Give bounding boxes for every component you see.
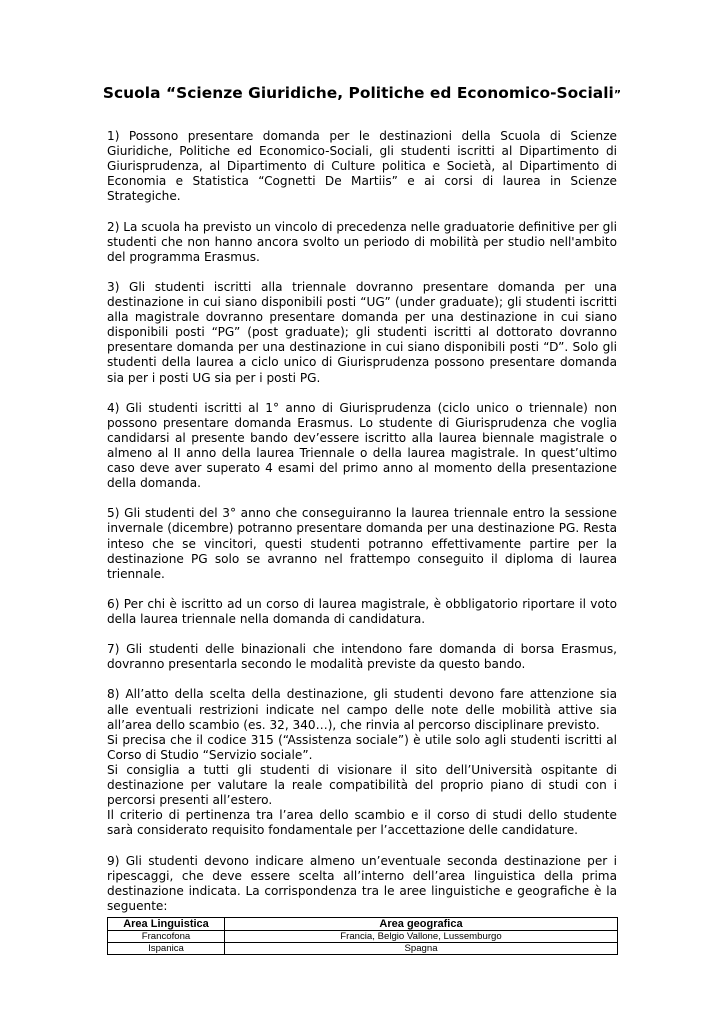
document-body — [107, 129, 617, 955]
table-row — [108, 930, 618, 942]
table-header-geographic-area: Area geografica — [225, 917, 618, 930]
table-cell-linguistic: Francofona — [108, 930, 225, 942]
table-cell-geographic: Francia, Belgio Vallone, Lussemburgo — [225, 930, 618, 942]
table-row — [108, 942, 618, 954]
paragraph-8a: 8) All’atto della scelta della destinazione, gli studenti devono fare attenzione sia alle eventuali restrizioni indicate nel campo delle note delle mobilità attive sia all’area dello scambio (es. 32, 340…), che rinvia al percorso disciplinare previsto. — [107, 687, 617, 732]
paragraph-8d: Il criterio di pertinenza tra l’area dello scambio e il corso di studi dello studente sarà considerato requisito fondamentale per l’accettazione delle candidature. — [107, 808, 617, 838]
language-area-table — [107, 917, 618, 955]
table-header-linguistic-area: Area Linguistica — [108, 917, 225, 930]
paragraph-4: 4) Gli studenti iscritti al 1° anno di Giurisprudenza (ciclo unico o triennale) non possono presentare domanda Erasmus. Lo studente di Giurisprudenza che voglia candidarsi al presente bando dev’essere iscritto alla laurea biennale magistrale o almeno al II anno della laurea Triennale o della laurea magistrale. In quest’ultimo caso deve aver superato 4 esami del primo anno al momento della presentazione della domanda. — [107, 400, 617, 491]
paragraph-3: 3) Gli studenti iscritti alla triennale dovranno presentare domanda per una destinazione in cui siano disponibili posti “UG” (under graduate); gli studenti iscritti alla magistrale dovranno presentare domanda per una destinazione in cui siano disponibili posti “PG” (post graduate); gli studenti iscritti al dottorato dovranno presentare domanda per una destinazione in cui siano disponibili posti “D”. Solo gli studenti della laurea a ciclo unico di Giurisprudenza possono presentare domanda sia per i posti UG sia per i posti PG. — [107, 279, 617, 385]
paragraph-8b: Si precisa che il codice 315 (“Assistenza sociale”) è utile solo agli studenti iscritti al Corso di Studio “Servizio sociale”. — [107, 732, 617, 762]
paragraph-5: 5) Gli studenti del 3° anno che conseguiranno la laurea triennale entro la sessione invernale (dicembre) potranno presentare domanda per una destinazione PG. Resta inteso che se vincitori, questi studenti potranno effettivamente partire per la destinazione PG solo se avranno nel frattempo conseguito il diploma di laurea triennale. — [107, 506, 617, 581]
paragraph-6: 6) Per chi è iscritto ad un corso di laurea magistrale, è obbligatorio riportare il voto della laurea triennale nella domanda di candidatura. — [107, 596, 617, 626]
paragraph-1: 1) Possono presentare domanda per le destinazioni della Scuola di Scienze Giuridiche, Politiche ed Economico-Sociali, gli studenti iscritti al Dipartimento di Giurisprudenza, al Dipartimento di Culture politica e Società, al Dipartimento di Economia e Statistica “Cognetti De Martiis” e ai corsi di laurea in Scienze Strategiche. — [107, 129, 617, 204]
table-header-row — [108, 917, 618, 930]
table-cell-linguistic: Ispanica — [108, 942, 225, 954]
title-main: Scuola “Scienze Giuridiche, Politiche ed Economico-Sociali — [102, 84, 614, 102]
paragraph-7: 7) Gli studenti delle binazionali che intendono fare domanda di borsa Erasmus, dovranno presentarla secondo le modalità previste da questo bando. — [107, 642, 617, 672]
table-cell-geographic: Spagna — [225, 942, 618, 954]
paragraph-9: 9) Gli studenti devono indicare almeno un’eventuale seconda destinazione per i ripescaggi, che deve essere scelta all’interno dell’area linguistica della prima destinazione indicata. La corrispondenza tra le aree linguistiche e geografiche è la seguente: — [107, 853, 617, 913]
paragraph-8c: Si consiglia a tutti gli studenti di visionare il sito dell’Università ospitante di destinazione per valutare la reale compatibilità del proprio piano di studi con i percorsi presenti all’estero. — [107, 762, 617, 808]
paragraph-2: 2) La scuola ha previsto un vincolo di precedenza nelle graduatorie definitive per gli studenti che non hanno ancora svolto un periodo di mobilità per studio nell'ambito del programma Erasmus. — [107, 219, 617, 264]
page-title — [0, 84, 724, 102]
title-closing-quote: ” — [613, 88, 622, 101]
